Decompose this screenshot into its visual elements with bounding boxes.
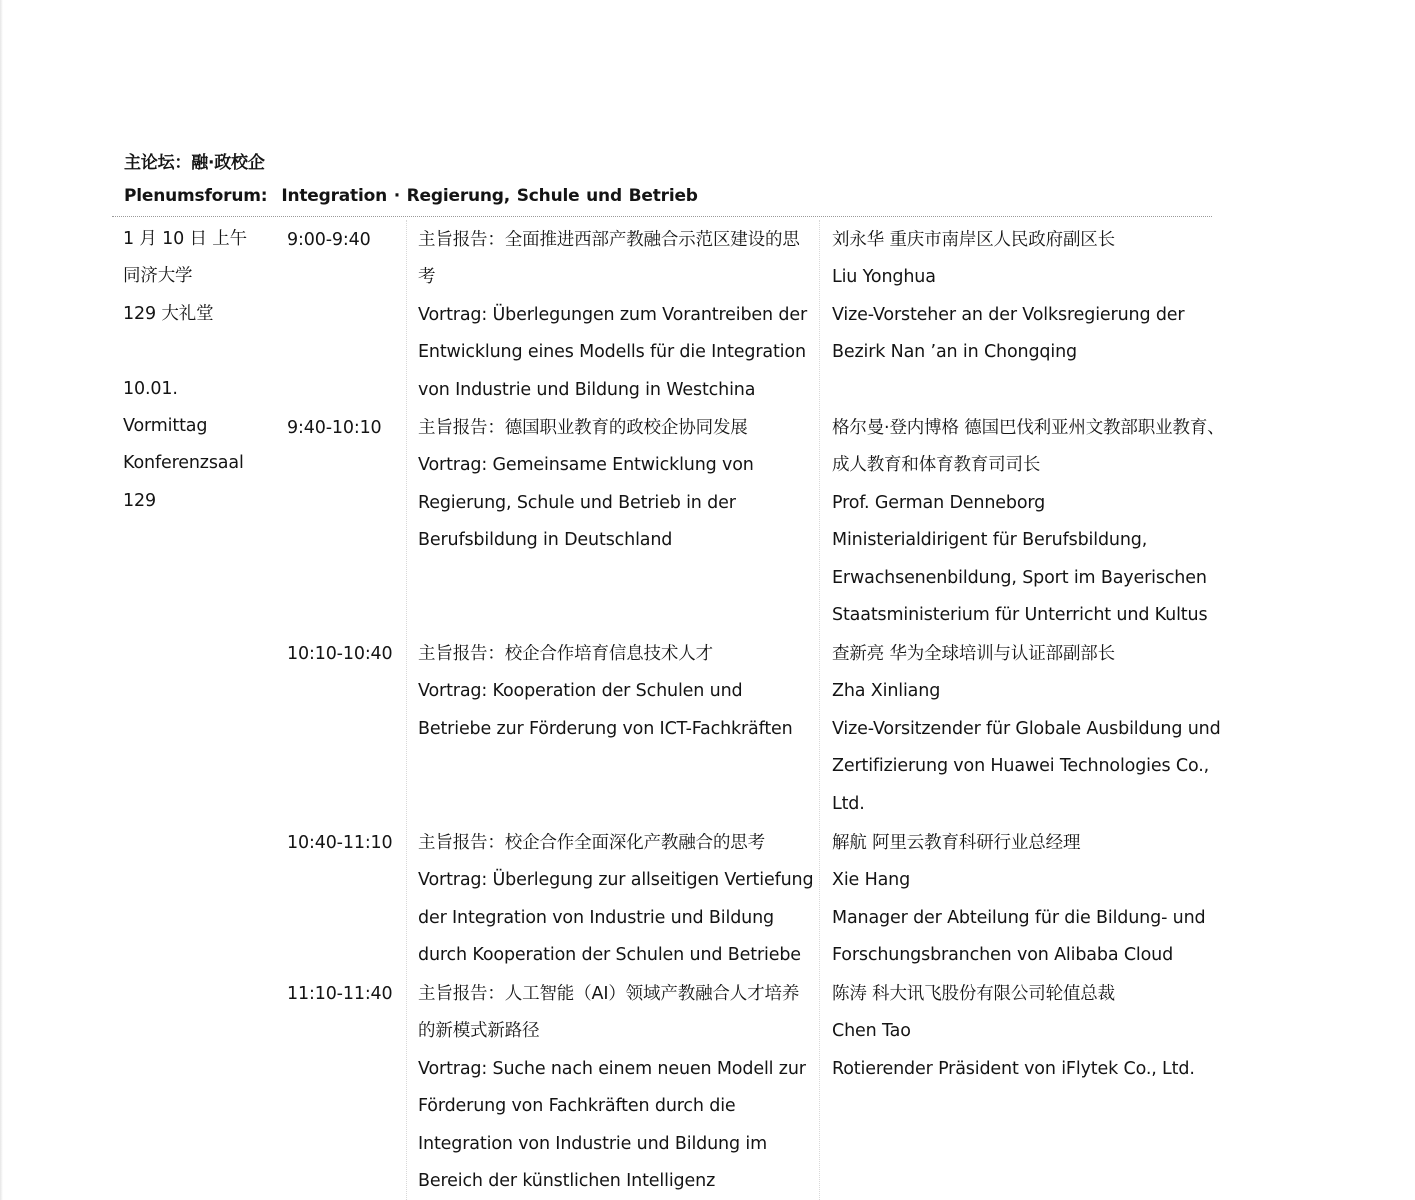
speaker-line: Liu Yonghua (832, 267, 936, 288)
talk-line: Vortrag: Überlegung zur allseitigen Vertiefung (418, 870, 814, 891)
date-de: 10.01. (123, 378, 178, 399)
session-time: 10:10-10:40 (287, 644, 393, 664)
session-talk (418, 825, 813, 975)
talk-line: Vortrag: Gemeinsame Entwicklung von (418, 455, 754, 476)
forum-title-de (124, 186, 698, 206)
speaker-line: Zha Xinliang (832, 681, 941, 702)
talk-line: von Industrie und Bildung in Westchina (418, 379, 756, 400)
speaker-line: 成人教育和体育教育司司长 (832, 455, 1041, 476)
session-time: 10:40-11:10 (287, 833, 393, 853)
header-divider (112, 216, 1212, 217)
talk-line: 的新模式新路径 (418, 1021, 540, 1042)
talk-line: Regierung, Schule und Betrieb in der (418, 492, 736, 513)
talk-line: Betriebe zur Förderung von ICT-Fachkräften (418, 718, 793, 739)
date-venue-column (123, 221, 247, 520)
talk-line: Vortrag: Überlegungen zum Vorantreiben der (418, 304, 808, 325)
speaker-line: 解航 阿里云教育科研行业总经理 (832, 833, 1081, 853)
session-talk (418, 222, 807, 409)
talk-line: Vortrag: Kooperation der Schulen und (418, 681, 743, 702)
venue-de-line-2: 129 (123, 490, 156, 511)
speaker-line: Bezirk Nan ’an in Chongqing (832, 342, 1077, 363)
session-time: 9:40-10:10 (287, 418, 382, 438)
speaker-line: 格尔曼·登内博格 德国巴伐利亚州文教部职业教育、 (832, 418, 1225, 438)
talk-line: 主旨报告：全面推进西部产教融合示范区建设的思 (418, 230, 800, 250)
session-talk (418, 410, 754, 560)
speaker-line: Chen Tao (832, 1021, 911, 1042)
talk-line: 主旨报告：人工智能（AI）领域产教融合人才培养 (418, 984, 800, 1004)
speaker-line: Manager der Abteilung für die Bildung- und (832, 907, 1206, 928)
speaker-line: Vize-Vorsteher an der Volksregierung der (832, 304, 1185, 325)
talk-line: Entwicklung eines Modells für die Integration (418, 342, 806, 363)
talk-line: durch Kooperation der Schulen und Betriebe (418, 945, 801, 966)
talk-line: 主旨报告：校企合作全面深化产教融合的思考 (418, 833, 765, 853)
date-cn: 1 月 10 日 上午 (123, 229, 248, 249)
venue-de-line-1: Konferenzsaal (123, 453, 244, 474)
talk-line: Förderung von Fachkräften durch die (418, 1096, 736, 1117)
speaker-line: Ltd. (832, 793, 865, 814)
speaker-line: Vize-Vorsitzender für Globale Ausbildung und (832, 718, 1221, 739)
session-speaker (832, 636, 1221, 823)
talk-line: 主旨报告：校企合作培育信息技术人才 (418, 644, 713, 664)
speaker-line: Xie Hang (832, 870, 911, 891)
session-time: 9:00-9:40 (287, 230, 371, 250)
speaker-line: Ministerialdirigent für Berufsbildung, (832, 530, 1148, 551)
column-divider-talk-speaker (819, 220, 820, 1200)
session-talk (418, 976, 806, 1200)
scan-edge-shadow (0, 0, 3, 1200)
time-of-day-de: Vormittag (123, 416, 208, 437)
session-talk (418, 636, 793, 748)
speaker-line: 查新亮 华为全球培训与认证部副部长 (832, 644, 1116, 664)
speaker-line: Zertifizierung von Huawei Technologies Co., (832, 756, 1210, 777)
talk-line: der Integration von Industrie und Bildung (418, 907, 774, 928)
talk-line: Integration von Industrie und Bildung im (418, 1133, 767, 1154)
session-speaker (832, 222, 1184, 372)
session-speaker (832, 976, 1195, 1088)
speaker-line: Forschungsbranchen von Alibaba Cloud (832, 945, 1174, 966)
venue-cn-line-2: 129 大礼堂 (123, 303, 214, 324)
talk-line: Bereich der künstlichen Intelligenz (418, 1171, 716, 1192)
speaker-line: 陈涛 科大讯飞股份有限公司轮值总裁 (832, 984, 1116, 1004)
talk-line: Vortrag: Suche nach einem neuen Modell zur (418, 1058, 806, 1079)
spacer (123, 333, 247, 370)
talk-line: Berufsbildung in Deutschland (418, 530, 673, 551)
venue-cn-line-1: 同济大学 (123, 266, 193, 287)
talk-line: 考 (418, 267, 436, 288)
forum-title-de-label: Plenumsforum: (124, 186, 268, 206)
column-divider-time-talk (406, 220, 407, 1200)
forum-title-de-text: Integration · Regierung, Schule und Betrieb (281, 186, 698, 206)
speaker-line: Rotierender Präsident von iFlytek Co., Ltd. (832, 1058, 1195, 1079)
session-speaker (832, 410, 1225, 634)
speaker-line: 刘永华 重庆市南岸区人民政府副区长 (832, 230, 1116, 250)
speaker-line: Erwachsenenbildung, Sport im Bayerischen (832, 567, 1207, 588)
forum-title-cn: 主论坛：融·政校企 (124, 153, 265, 173)
talk-line: 主旨报告：德国职业教育的政校企协同发展 (418, 418, 748, 438)
session-speaker (832, 825, 1206, 975)
speaker-line: Staatsministerium für Unterricht und Kultus (832, 605, 1208, 626)
speaker-line: Prof. German Denneborg (832, 492, 1046, 513)
session-time: 11:10-11:40 (287, 984, 393, 1004)
